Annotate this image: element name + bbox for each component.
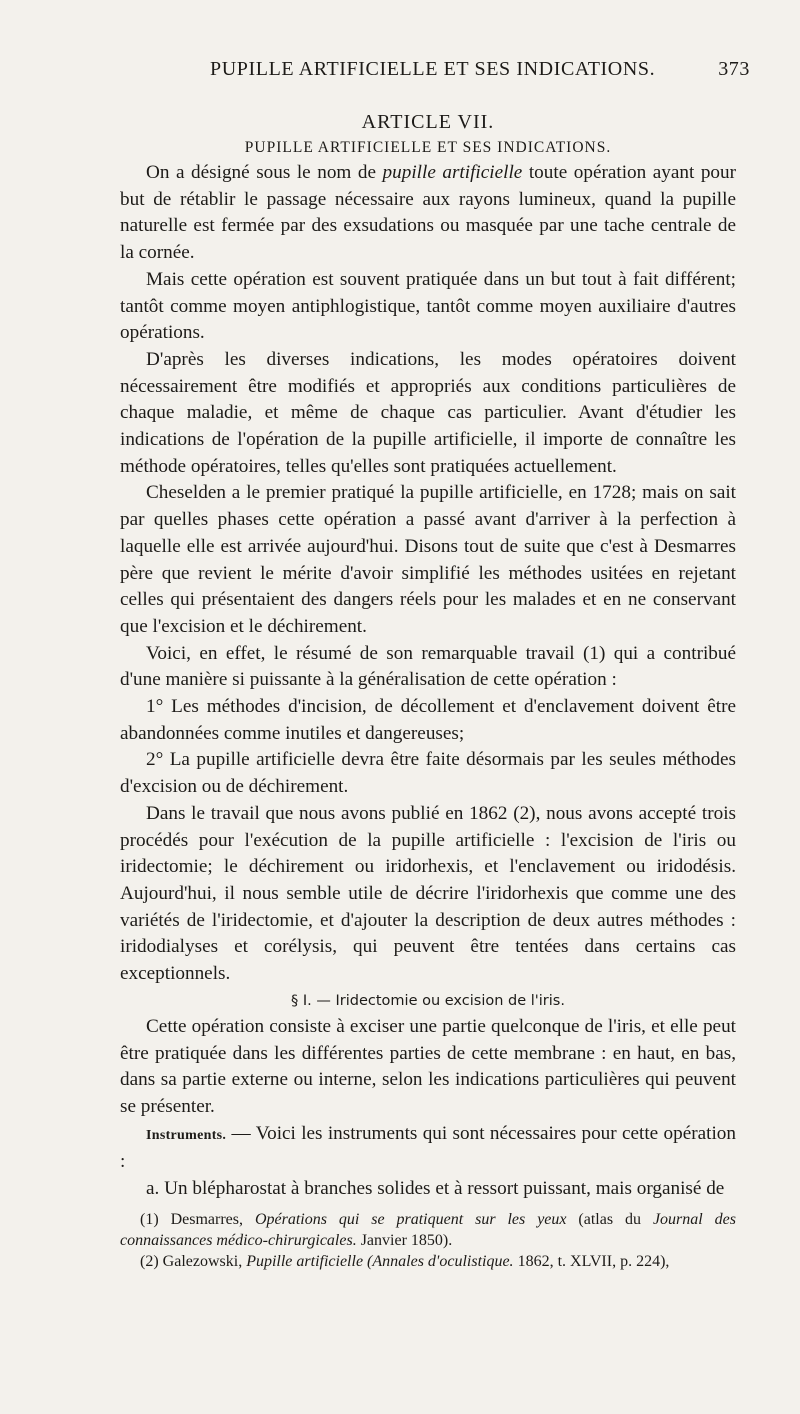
footnote: (1) Desmarres, Opérations qui se pratiquent sur les yeux (atlas du Journal des connaissances médico-chirurgicales. Janvier 1850). [120, 1210, 736, 1249]
list-item: 2° La pupille artificielle devra être faite désormais par les seules méthodes d'excision ou de déchirement. [120, 749, 736, 798]
article-title: ARTICLE VII. [361, 111, 495, 133]
article-subtitle: PUPILLE ARTIFICIELLE ET SES INDICATIONS. [244, 139, 612, 156]
list-item: 1° Les méthodes d'incision, de décollement et d'enclavement doivent être abandonnées comme inutiles et dangereuses; [120, 696, 736, 744]
running-header [130, 58, 750, 81]
paragraph: On a désigné sous le nom de pupille artificielle toute opération ayant pour but de rétablir le passage nécessaire aux rayons lumineux, quand la pupille naturelle est fermée par des exsudations ou masquée par une tache centrale de la cornée. [120, 162, 737, 264]
run-in-heading: Instruments. [146, 1127, 227, 1143]
paragraph: Instruments. — Voici les instruments qui sont nécessaires pour cette opération : [120, 1122, 736, 1173]
page-number: 373 [718, 58, 750, 80]
italic-term: pupille artificielle [382, 162, 523, 183]
footnote: (2) Galezowski, Pupille artificielle (Annales d'oculistique. 1862, t. XLVII, p. 224), [140, 1252, 670, 1270]
paragraph: Voici, en effet, le résumé de son remarquable travail (1) qui a contribué d'une manière si puissante à la généralisation de cette opération : [120, 642, 736, 691]
paragraph: Mais cette opération est souvent pratiquée dans un but tout à fait différent; tantôt comme moyen antiphlogistique, tantôt comme moyen auxiliaire d'autres opérations. [120, 268, 736, 344]
section-title: § I. — Iridectomie ou excision de l'iris. [291, 992, 565, 1009]
paragraph: Cette opération consiste à exciser une partie quelconque de l'iris, et elle peut être pratiquée dans les différentes parties de cette membrane : en haut, en bas, dans sa partie externe ou interne, selon les indications particulières qui peuvent se présenter. [120, 1015, 736, 1117]
paragraph: Dans le travail que nous avons publié en 1862 (2), nous avons accepté trois procédés pour l'exécution de la pupille artificielle : l'excision de l'iris ou iridectomie; le déchirement ou iridorhexis, et l'enclavement ou iridodésis. Aujourd'hui, il nous semble utile de décrire l'iridorhexis que comme une des variétés de l'iridectomie, et d'ajouter la description de deux autres méthodes : iridodialyses et corélysis, qui peuvent être tentées dans certains cas exceptionnels. [120, 802, 736, 985]
page-content [120, 108, 736, 1272]
list-item: a. Un blépharostat à branches solides et à ressort puissant, mais organisé de [146, 1178, 725, 1200]
running-title: PUPILLE ARTIFICIELLE ET SES INDICATIONS. [210, 58, 656, 80]
paragraph: Cheselden a le premier pratiqué la pupille artificielle, en 1728; mais on sait par quelles phases cette opération a passé avant d'arriver à la perfection à laquelle elle est arrivée aujourd'hui. Disons tout de suite que c'est à Desmarres père que revient le mérite d'avoir simplifié les méthodes usitées en rejetant celles qui présentaient des dangers réels pour les malades et en ne conservant que l'excision et le déchirement. [120, 482, 736, 637]
paragraph: D'après les diverses indications, les modes opératoires doivent nécessairement être modifiés et appropriés aux conditions particulières de chaque maladie, et même de chaque cas particulier. Avant d'étudier les indications de l'opération de la pupille artificielle, il importe de connaître les méthode opératoires, telles qu'elles sont pratiquées actuellement. [120, 348, 736, 477]
footnotes [120, 1209, 736, 1272]
